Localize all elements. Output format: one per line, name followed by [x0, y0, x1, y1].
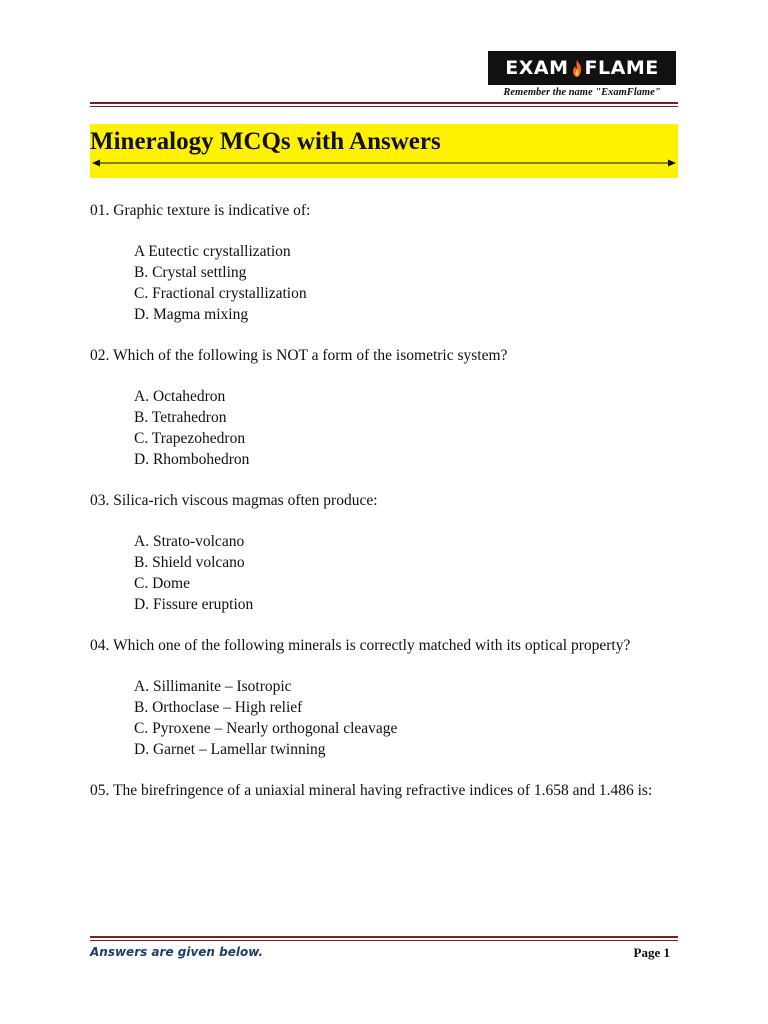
footer-note: Answers are given below.: [90, 945, 264, 959]
option: B. Shield volcano: [134, 554, 245, 571]
options-list: [134, 531, 670, 615]
option: B. Orthoclase – High relief: [134, 699, 303, 716]
header-rule: [90, 102, 678, 107]
option: C. Pyroxene – Nearly orthogonal cleavage: [134, 720, 398, 737]
question-text: 03. Silica-rich viscous magmas often produce:: [90, 492, 378, 509]
options-list: [134, 676, 670, 760]
option: A. Sillimanite – Isotropic: [134, 678, 292, 695]
logo-text-exam: EXAM: [505, 57, 569, 79]
double-arrow-divider: [92, 158, 676, 168]
logo-text-flame: FLAME: [584, 57, 659, 79]
option: A Eutectic crystallization: [134, 243, 291, 260]
option: D. Rhombohedron: [134, 451, 250, 468]
flame-icon: [572, 60, 582, 77]
option: C. Fractional crystallization: [134, 285, 307, 302]
question-block: [90, 780, 670, 801]
question-list: [90, 200, 670, 821]
option: D. Magma mixing: [134, 306, 249, 323]
question-block: [90, 490, 670, 615]
tagline: Remember the name "ExamFlame": [503, 87, 661, 98]
option: D. Garnet – Lamellar twinning: [134, 741, 326, 758]
exam-flame-logo: [488, 51, 676, 85]
question-block: [90, 200, 670, 325]
option: B. Crystal settling: [134, 264, 247, 281]
option: D. Fissure eruption: [134, 596, 254, 613]
option: C. Dome: [134, 575, 190, 592]
question-text: 05. The birefringence of a uniaxial mineral having refractive indices of 1.658 and 1.486 is:: [90, 782, 653, 799]
question-text: 02. Which of the following is NOT a form of the isometric system?: [90, 347, 508, 364]
options-list: [134, 386, 670, 470]
question-block: [90, 345, 670, 470]
option: A. Strato-volcano: [134, 533, 245, 550]
footer-rule: [90, 936, 678, 941]
question-text: 01. Graphic texture is indicative of:: [90, 202, 311, 219]
options-list: [134, 241, 670, 325]
page-title: Mineralogy MCQs with Answers: [90, 128, 441, 155]
title-banner: [90, 124, 678, 178]
option: B. Tetrahedron: [134, 409, 227, 426]
question-block: [90, 635, 670, 760]
page-number: Page 1: [633, 945, 670, 960]
option: A. Octahedron: [134, 388, 226, 405]
option: C. Trapezohedron: [134, 430, 246, 447]
question-text: 04. Which one of the following minerals is correctly matched with its optical property?: [90, 637, 631, 654]
